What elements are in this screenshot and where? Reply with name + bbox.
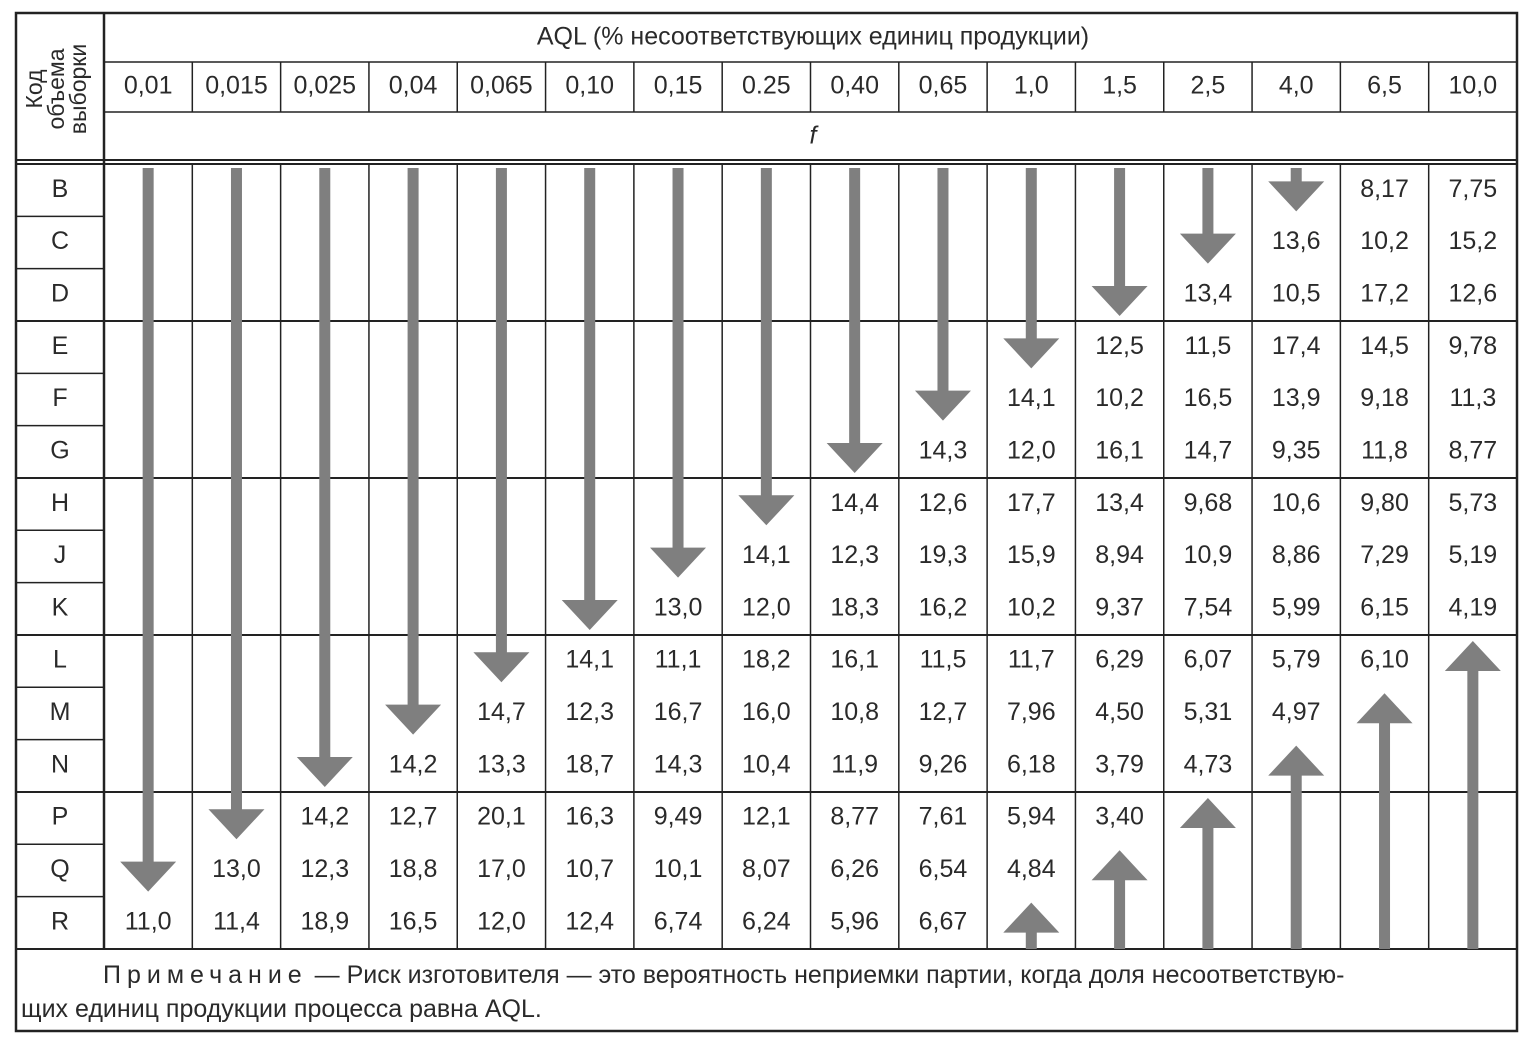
table-cell-value: 9,80	[1360, 488, 1409, 517]
aql-column-header: 0,10	[565, 71, 615, 100]
table-cell-value: 6,67	[918, 907, 968, 936]
aql-column-header: 0,015	[205, 71, 268, 100]
table-cell-value: 16,5	[388, 907, 438, 936]
aql-column-header: 0,15	[653, 71, 703, 100]
down-arrow-icon	[1003, 168, 1059, 368]
table-cell-value: 16,5	[1183, 384, 1233, 413]
table-cell-value: 18,3	[830, 593, 879, 622]
table-cell-value: 16,0	[742, 698, 791, 727]
table-cell-value: 13,0	[653, 593, 703, 622]
table-cell-value: 10,2	[1095, 384, 1144, 413]
aql-column-header: 0,40	[830, 71, 879, 100]
table-cell-value: 6,10	[1360, 645, 1409, 674]
up-arrow-icon	[1445, 641, 1501, 949]
table-cell-value: 5,99	[1271, 593, 1321, 622]
table-cell-value: 8,17	[1360, 174, 1409, 203]
aql-header-title: AQL (% несоответствующих единиц продукции)	[536, 22, 1090, 51]
row-code-label: H	[50, 488, 70, 517]
table-cell-value: 14,4	[830, 488, 879, 517]
table-cell-value: 4,73	[1183, 750, 1233, 779]
table-cell-value: 12,7	[388, 802, 438, 831]
symbol-f: f	[809, 121, 817, 150]
table-cell-value: 18,9	[300, 907, 350, 936]
table-cell-value: 14,1	[565, 645, 615, 674]
up-arrow-icon	[1180, 798, 1236, 949]
table-cell-value: 12,3	[300, 855, 350, 884]
table-cell-value: 19,3	[918, 541, 968, 570]
row-header-label	[21, 44, 91, 134]
row-code-label: L	[53, 645, 67, 674]
table-cell-value: 14,7	[1183, 436, 1233, 465]
aql-column-header: 1,0	[1013, 71, 1049, 100]
table-cell-value: 6,54	[918, 855, 968, 884]
table-cell-value: 17,2	[1360, 279, 1409, 308]
note-line-1-rest: — Риск изготовителя — это вероятность неприемки партии, когда доля несоответствую-	[307, 961, 1345, 989]
table-cell-value: 6,29	[1095, 645, 1144, 674]
row-code-label: R	[50, 907, 70, 936]
table-cell-value: 8,94	[1095, 541, 1144, 570]
table-cell-value: 16,3	[565, 802, 615, 831]
row-code-label: Q	[50, 855, 70, 884]
down-arrow-icon	[385, 168, 441, 735]
table-cell-value: 11,5	[1184, 331, 1232, 360]
table-cell-value: 7,54	[1183, 593, 1233, 622]
table-cell-value: 13,6	[1271, 227, 1321, 256]
table-cell-value: 4,84	[1006, 855, 1056, 884]
note-lead: Примечание	[103, 961, 308, 989]
table-cell-value: 13,4	[1183, 279, 1233, 308]
aql-column-header: 0,01	[123, 71, 173, 100]
table-cell-value: 15,2	[1448, 227, 1498, 256]
row-code-label: N	[50, 750, 70, 779]
table-cell-value: 15,9	[1006, 541, 1056, 570]
table-cell-value: 6,74	[653, 907, 703, 936]
table-cell-value: 3,40	[1095, 802, 1144, 831]
row-code-label: B	[51, 174, 69, 203]
table-cell-value: 8,86	[1271, 541, 1321, 570]
aql-column-header: 4,0	[1278, 71, 1314, 100]
table-cell-value: 14,3	[918, 436, 968, 465]
table-cell-value: 8,07	[742, 855, 791, 884]
aql-column-header: 0,04	[388, 71, 438, 100]
aql-column-header: 0,065	[470, 71, 533, 100]
note-line-2: щих единиц продукции процесса равна AQL.	[21, 995, 542, 1023]
aql-column-header: 6,5	[1367, 71, 1402, 100]
table-cell-value: 16,1	[1095, 436, 1144, 465]
table-cell-value: 12,3	[830, 541, 879, 570]
table-cell-value: 5,73	[1448, 488, 1498, 517]
table-cell-value: 6,18	[1006, 750, 1056, 779]
table-cell-value: 13,0	[212, 855, 261, 884]
table-cell-value: 13,4	[1095, 488, 1144, 517]
table-cell-value: 9,68	[1183, 488, 1233, 517]
table-cell-value: 16,1	[830, 645, 879, 674]
table-cell-value: 8,77	[1448, 436, 1498, 465]
table-cell-value: 6,15	[1360, 593, 1409, 622]
up-arrow-icon	[1003, 903, 1059, 949]
table-cell-value: 14,1	[1006, 384, 1056, 413]
table-cell-value: 16,7	[653, 698, 703, 727]
aql-column-header: 0.25	[742, 71, 791, 100]
table-cell-value: 12,5	[1095, 331, 1144, 360]
row-header-line-1: Код	[21, 69, 48, 109]
table-cell-value: 12,3	[565, 698, 615, 727]
table-cell-value: 20,1	[477, 802, 526, 831]
table-cell-value: 5,94	[1006, 802, 1056, 831]
table-cell-value: 14,7	[477, 698, 526, 727]
table-cell-value: 10,1	[653, 855, 703, 884]
up-arrow-icon	[1268, 746, 1324, 949]
table-cell-value: 14,2	[300, 802, 350, 831]
table-cell-value: 10,8	[830, 698, 879, 727]
table-cell-value: 11,8	[1361, 436, 1408, 465]
table-cell-value: 17,4	[1271, 331, 1321, 360]
row-code-label: C	[50, 227, 70, 256]
down-arrow-icon	[1268, 168, 1324, 211]
table-cell-value: 9,26	[918, 750, 968, 779]
table-cell-value: 5,31	[1183, 698, 1233, 727]
table-cell-value: 4,19	[1448, 593, 1498, 622]
aql-column-header: 0,65	[918, 71, 968, 100]
table-cell-value: 3,79	[1095, 750, 1144, 779]
row-code-label: M	[49, 698, 71, 727]
table-cell-value: 7,61	[918, 802, 968, 831]
table-cell-value: 14,1	[742, 541, 791, 570]
table-cell-value: 12,7	[918, 698, 968, 727]
down-arrow-icon	[473, 168, 529, 682]
table-cell-value: 12,0	[477, 907, 526, 936]
table-cell-value: 11,7	[1007, 645, 1055, 674]
aql-column-header: 1,5	[1102, 71, 1137, 100]
down-arrow-icon	[738, 168, 794, 525]
table-cell-value: 10,4	[742, 750, 791, 779]
aql-column-header: 0,025	[293, 71, 357, 100]
table-cell-value: 13,3	[477, 750, 526, 779]
table-cell-value: 11,9	[831, 750, 879, 779]
row-code-label: J	[53, 541, 67, 570]
table-cell-value: 17,0	[477, 855, 526, 884]
table-cell-value: 11,4	[213, 907, 260, 936]
down-arrow-icon	[650, 168, 706, 578]
table-cell-value: 11,3	[1449, 384, 1497, 413]
table-cell-value: 10,5	[1271, 279, 1321, 308]
table-cell-value: 12,0	[742, 593, 791, 622]
table-cell-value: 18,7	[565, 750, 615, 779]
down-arrow-icon	[1180, 168, 1236, 264]
note-line-1	[103, 961, 1345, 989]
row-code-label: K	[51, 593, 69, 622]
table-cell-value: 10,6	[1271, 488, 1321, 517]
table-cell-value: 6,26	[830, 855, 879, 884]
table-cell-value: 12,1	[742, 802, 791, 831]
table-cell-value: 10,7	[565, 855, 615, 884]
table-cell-value: 10,2	[1006, 593, 1056, 622]
table-cell-value: 9,35	[1271, 436, 1321, 465]
up-arrow-icon	[1092, 850, 1148, 949]
table-cell-value: 13,9	[1271, 384, 1321, 413]
row-code-label: E	[51, 331, 69, 360]
table-cell-value: 5,79	[1271, 645, 1321, 674]
table-cell-value: 18,8	[388, 855, 438, 884]
down-arrow-icon	[1092, 168, 1148, 316]
row-code-label: P	[51, 802, 69, 831]
table-cell-value: 18,2	[742, 645, 791, 674]
row-code-label: G	[50, 436, 70, 465]
table-cell-value: 12,0	[1006, 436, 1056, 465]
up-arrow-icon	[1357, 693, 1413, 949]
table-cell-value: 5,96	[830, 907, 879, 936]
row-code-label: D	[50, 279, 70, 308]
table-cell-value: 11,1	[654, 645, 702, 674]
table-cell-value: 10,9	[1183, 541, 1233, 570]
table-cell-value: 4,50	[1095, 698, 1144, 727]
down-arrow-icon	[915, 168, 971, 421]
table-cell-value: 9,49	[653, 802, 703, 831]
table-cell-value: 14,5	[1360, 331, 1409, 360]
table-cell-value: 8,77	[830, 802, 879, 831]
table-cell-value: 9,78	[1448, 331, 1498, 360]
table-cell-value: 6,24	[742, 907, 791, 936]
table-cell-value: 17,7	[1006, 488, 1056, 517]
down-arrow-icon	[562, 168, 618, 630]
table-cell-value: 14,3	[653, 750, 703, 779]
table-cell-value: 7,29	[1360, 541, 1409, 570]
down-arrow-icon	[208, 168, 264, 839]
table-cell-value: 11,0	[124, 907, 172, 936]
table-cell-value: 14,2	[388, 750, 438, 779]
row-code-column	[50, 175, 71, 936]
table-cell-value: 9,18	[1360, 384, 1409, 413]
table-cell-value: 7,75	[1448, 174, 1498, 203]
table-cell-value: 7,96	[1006, 698, 1056, 727]
aql-column-header: 2,5	[1190, 71, 1226, 100]
table-cell-value: 4,97	[1271, 698, 1321, 727]
table-cell-value: 12,6	[918, 488, 968, 517]
table-cell-value: 12,6	[1448, 279, 1498, 308]
row-header-line-3: выборки	[65, 43, 92, 135]
table-cell-value: 5,19	[1448, 541, 1498, 570]
table-cell-value: 16,2	[918, 593, 968, 622]
row-code-label: F	[52, 384, 68, 413]
row-header-line-2: объема	[43, 48, 70, 130]
table-cell-value: 6,07	[1183, 645, 1233, 674]
table-cell-value: 11,5	[919, 645, 967, 674]
down-arrow-icon	[120, 168, 176, 892]
aql-column-header: 10,0	[1448, 71, 1498, 100]
table-cell-value: 10,2	[1360, 227, 1409, 256]
table-cell-value: 12,4	[565, 907, 615, 936]
table-cell-value: 9,37	[1095, 593, 1144, 622]
